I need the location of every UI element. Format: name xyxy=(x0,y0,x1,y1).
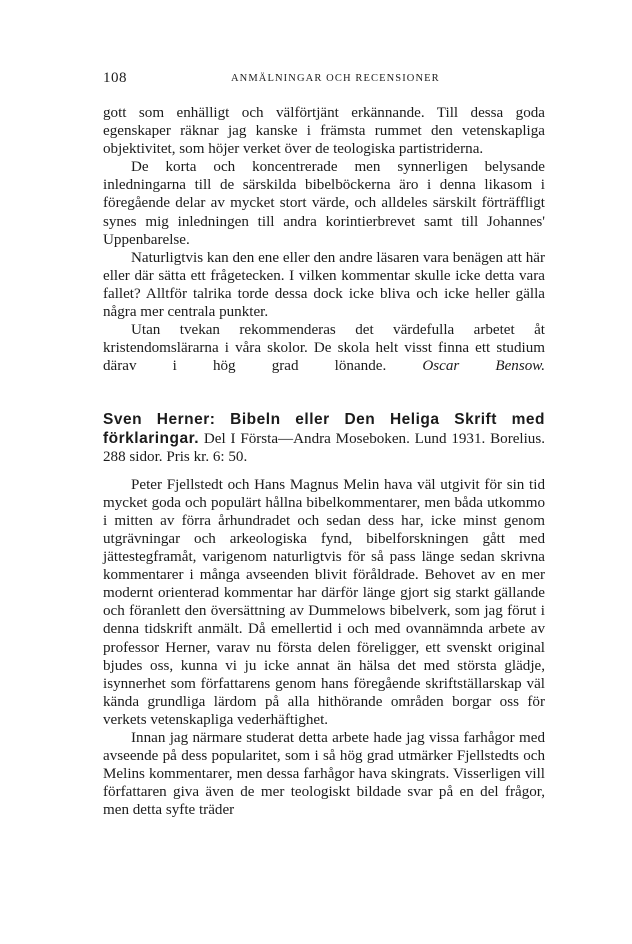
review-paragraph-1: Peter Fjellstedt och Hans Magnus Melin hava väl utgivit för sin tid mycket goda och populärt hållna bibelkommentarer, men båda utkommo i mitten av förra århundradet och sedan dess har, icke minst genom utgrävningar och arkeologiska fynd, bibelforskningen gått med jättestegframåt, varigenom naturligtvis för så pass länge sedan skrivna kommentarer i många avseenden blivit föråldrade. Behovet av en mer modernt orienterad kommentar har därför länge gjort sig starkt gällande och föranlett den översättning av Dummelows bibelverk, som jag förut i denna tidskrift anmält. Då emellertid i och med ovannämnda arbete av professor Herner, varav nu första delen föreligger, ett svenskt original bjudes oss, kunna vi ju icke annat än hälsa det med största glädje, isynnerhet som författarens genom hans föregående skriftställarskap väl kända grundliga lärdom på alla hithörande områden borgar oss för verkets vetenskapliga vederhäftighet. xyxy=(103,476,545,728)
book-title: Sven Herner: Bibeln eller Den Heliga Skrift med förklaringar. xyxy=(103,411,545,447)
running-title: ANMÄLNINGAR OCH RECENSIONER xyxy=(231,73,440,84)
prev-review-paragraph-4 xyxy=(103,321,545,375)
review-paragraph-2: Innan jag närmare studerat detta arbete hade jag vissa farhågor med avseende på dess popularitet, som i så hög grad utmärker Fjellstedts och Melins kommentarer, men dessa farhågor hava skingrats. Visserligen vill författaren giva även de mer teologiskt bildade svar på en del frågor, men detta syfte träder xyxy=(103,730,545,819)
review-heading xyxy=(103,411,545,465)
prev-review-paragraph-1: gott som enhälligt och välförtjänt erkännande. Till dessa goda egenskaper räknar jag kanske i främsta rummet den vetenskapliga objektivitet, som höjer verket över de teologiska partistriderna. xyxy=(103,105,545,158)
prev-review-paragraph-2: De korta och koncentrerade men synnerligen belysande inledningarna till de särskilda bibelböckerna äro i denna likasom i föregående delar av mycket stort värde, och alldeles särskilt förträffligt synes mig inledningen till andra korintierbrevet samt till Johannes' Uppenbarelse. xyxy=(103,159,545,248)
book-details: Del I Första—Andra Moseboken. Lund 1931. Borelius. 288 sidor. Pris kr. 6: 50. xyxy=(103,430,546,465)
running-head xyxy=(103,70,543,90)
prev-review-paragraph-3: Naturligtvis kan den ene eller den andre läsaren vara benägen att här eller där sätta ett frågetecken. I vilken kommentar skulle icke detta vara fallet? Alltför talrika torde dessa dock icke bliva och icke heller gälla några mer centrala punkter. xyxy=(103,249,545,321)
page-number: 108 xyxy=(103,70,127,86)
reviewer-signature: Oscar Bensow. xyxy=(422,358,545,375)
body-text xyxy=(103,104,545,819)
prev-review-paragraph-4-text: Utan tvekan rekommenderas det värdefulla arbetet åt kristendomslärarna i våra skolor. De skola helt visst finna ett studium därav i hög grad lönande. xyxy=(103,322,545,375)
